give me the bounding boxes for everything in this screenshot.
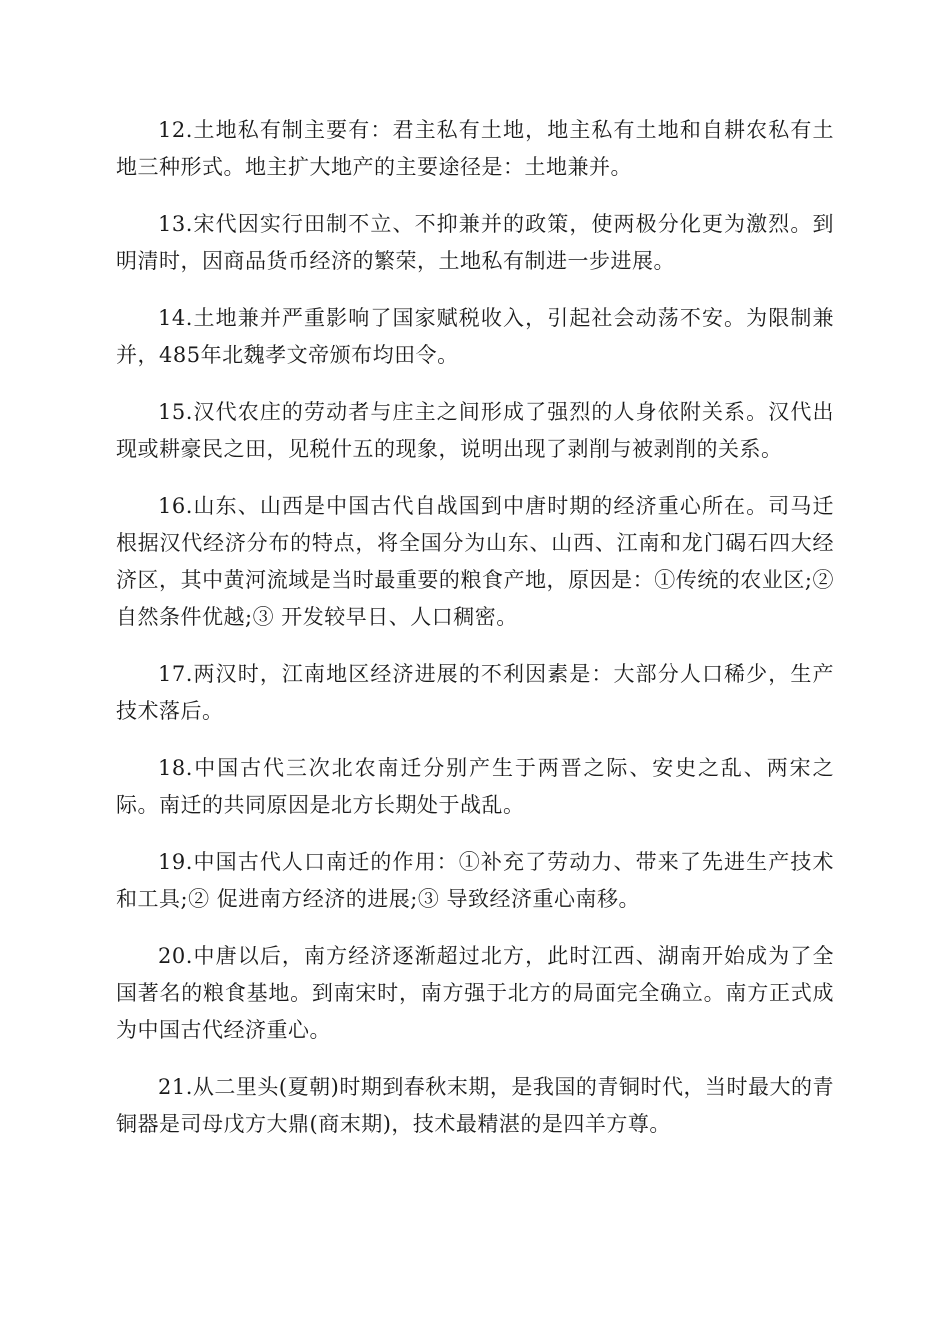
document-page [116, 112, 834, 1163]
paragraph-13: 13.宋代因实行田制不立、不抑兼并的政策，使两极分化更为激烈。到明清时，因商品货币经济的繁荣，土地私有制进一步进展。 [116, 212, 834, 273]
paragraph-21: 21.从二里头(夏朝)时期到春秋末期，是我国的青铜时代，当时最大的青铜器是司母戊方大鼎(商末期)，技术最精湛的是四羊方尊。 [116, 1075, 834, 1136]
paragraph-16: 16.山东、山西是中国古代自战国到中唐时期的经济重心所在。司马迁根据汉代经济分布的特点，将全国分为山东、山西、江南和龙门碣石四大经济区，其中黄河流域是当时最重要的粮食产地，原因是：①传统的农业区;② 自然条件优越;③ 开发较早日、人口稠密。 [116, 494, 834, 629]
paragraph-15: 15.汉代农庄的劳动者与庄主之间形成了强烈的人身依附关系。汉代出现或耕豪民之田，见税什五的现象，说明出现了剥削与被剥削的关系。 [116, 400, 834, 461]
paragraph-17: 17.两汉时，江南地区经济进展的不利因素是：大部分人口稀少，生产技术落后。 [116, 662, 834, 723]
paragraph-12: 12.土地私有制主要有：君主私有土地，地主私有土地和自耕农私有土地三种形式。地主扩大地产的主要途径是：土地兼并。 [116, 118, 834, 179]
paragraph-14: 14.土地兼并严重影响了国家赋税收入，引起社会动荡不安。为限制兼并，485年北魏孝文帝颁布均田令。 [116, 306, 834, 367]
paragraph-18: 18.中国古代三次北农南迁分别产生于两晋之际、安史之乱、两宋之际。南迁的共同原因是北方长期处于战乱。 [116, 756, 834, 817]
paragraph-19: 19.中国古代人口南迁的作用：①补充了劳动力、带来了先进生产技术和工具;② 促进南方经济的进展;③ 导致经济重心南移。 [116, 850, 834, 911]
paragraph-20: 20.中唐以后，南方经济逐渐超过北方，此时江西、湖南开始成为了全国著名的粮食基地。到南宋时，南方强于北方的局面完全确立。南方正式成为中国古代经济重心。 [116, 944, 834, 1042]
